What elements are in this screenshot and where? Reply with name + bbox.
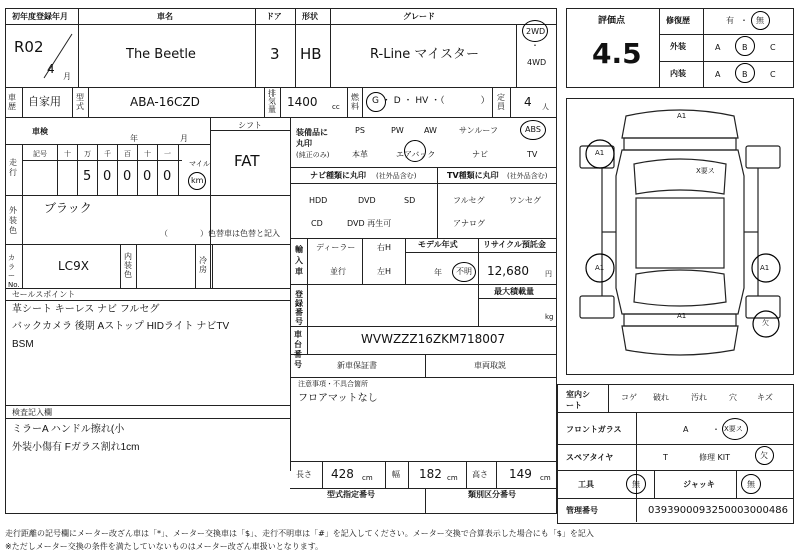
- int-grade-c: C: [770, 70, 776, 79]
- height-value: 149: [509, 467, 532, 481]
- equip-pw[interactable]: PW: [391, 126, 404, 135]
- repair-label: 修復歴: [666, 16, 690, 25]
- sales-label: セールスポイント: [12, 290, 76, 299]
- recycle-value: 12,680: [487, 264, 529, 278]
- repair-dot: ・: [740, 16, 748, 25]
- width-label: 幅: [392, 470, 400, 479]
- mileage-digit-2: 5: [83, 169, 92, 184]
- car-diagram: [566, 98, 794, 375]
- tv-analog[interactable]: アナログ: [453, 219, 485, 228]
- grade-value: R-Line マイスター: [370, 47, 480, 62]
- diagram-note: X要ス: [696, 167, 715, 175]
- tv-oneseg[interactable]: ワンセグ: [509, 196, 541, 205]
- import-dealer[interactable]: ディーラー: [316, 243, 356, 252]
- first-reg-month-unit: 月: [63, 72, 71, 81]
- width-value: 182: [419, 467, 442, 481]
- grade-label: グレード: [403, 12, 435, 21]
- diagram-mark-rear: A1: [677, 312, 687, 320]
- km-label: km: [191, 176, 204, 185]
- ext-grade-b: B: [742, 43, 748, 52]
- sales-line-3: BSM: [12, 339, 34, 350]
- capacity-unit: 人: [542, 103, 549, 111]
- shape-label: 形状: [302, 12, 318, 21]
- equipment-label: 装備品に丸印: [296, 128, 328, 148]
- max-load-label: 最大積載量: [494, 287, 534, 296]
- diagram-mark-ketsu: 欠: [762, 319, 769, 327]
- import-label: 輸入車: [295, 245, 303, 276]
- int-grade-b: B: [742, 70, 748, 79]
- repair-no: 無: [756, 16, 764, 25]
- doors-value: 3: [270, 45, 280, 63]
- navi-cd[interactable]: CD: [311, 219, 323, 228]
- first-reg-month: 4: [47, 62, 55, 76]
- drive-dot: ・: [531, 41, 539, 50]
- diagram-mark-front: A1: [677, 112, 687, 120]
- inspection-label: 車検: [32, 127, 48, 136]
- digit-unit-2: 万: [84, 150, 91, 158]
- shape-value: HB: [300, 45, 322, 63]
- digit-unit-4: 百: [124, 150, 131, 158]
- fuel-label: 燃料: [351, 93, 359, 111]
- notes-value: フロアマットなし: [298, 393, 378, 404]
- inspector-line-2: 外装小傷有 Fガラス割れ1cm: [12, 442, 140, 453]
- jack-label: ジャッキ: [683, 480, 715, 489]
- footer-line-2: ※ただしメーター交換の条件を満たしていないものはメーター改ざん車扱いとなります。: [5, 542, 324, 551]
- inspection-month: 月: [180, 134, 188, 143]
- ext-grade-c: C: [770, 43, 776, 52]
- doors-label: ドア: [266, 12, 282, 21]
- diagram-mark-rl: A1: [595, 264, 605, 272]
- drive-2wd: 2WD: [526, 27, 546, 36]
- drive-4wd: 4WD: [527, 58, 547, 67]
- color-no-label: カラーNo.: [8, 254, 20, 289]
- equip-ps[interactable]: PS: [355, 126, 365, 135]
- displacement-unit: cc: [332, 103, 340, 111]
- equip-tv[interactable]: TV: [527, 150, 538, 159]
- int-grade-a: A: [715, 70, 721, 79]
- equip-abs[interactable]: ABS: [525, 125, 541, 134]
- height-label: 高さ: [472, 470, 488, 479]
- equip-navi[interactable]: ナビ: [472, 150, 488, 159]
- sales-line-2: バックカメラ 後期 Aストップ HIDライト ナビTV: [12, 321, 230, 332]
- jack-value: 無: [747, 480, 755, 489]
- spare-label: スペアタイヤ: [566, 453, 614, 462]
- new-car-warranty[interactable]: 新車保証書: [337, 361, 377, 370]
- model-label: 型式: [76, 93, 84, 111]
- model-value: ABA-16CZD: [130, 95, 200, 109]
- mileage-digit-6: 0: [163, 169, 172, 184]
- length-label: 長さ: [296, 470, 312, 479]
- int-color-label: 内装色: [124, 252, 132, 279]
- navi-dvd[interactable]: DVD: [358, 196, 376, 205]
- shift-value: FAT: [234, 152, 260, 170]
- first-reg-era: R02: [14, 38, 44, 56]
- digit-unit-6: 一: [164, 150, 171, 158]
- use-label: 車歴: [8, 93, 16, 111]
- mileage-label: 走行: [9, 158, 17, 177]
- height-unit: cm: [540, 474, 551, 482]
- navi-type-sub: (社外品含む): [376, 172, 417, 180]
- vehicle-manual[interactable]: 車両取説: [474, 361, 506, 370]
- model-year-label: モデル年式: [418, 240, 458, 249]
- capacity-value: 4: [524, 95, 532, 109]
- tv-fullseg[interactable]: フルセグ: [453, 196, 485, 205]
- class-no-label: 類別区分番号: [468, 490, 516, 499]
- ext-color-label: 外装色: [9, 206, 17, 235]
- equip-sunroof[interactable]: サンルーフ: [459, 126, 498, 135]
- fuel-options: G ・ D ・ HV ・（ ）: [372, 96, 490, 106]
- diagram-mark-fl: A1: [595, 149, 605, 157]
- repair-yes: 有: [726, 16, 734, 25]
- windshield-label: フロントガラス: [566, 425, 622, 434]
- car-name: The Beetle: [126, 47, 196, 62]
- recycle-label: リサイクル預託金: [483, 240, 546, 249]
- sheet-burn[interactable]: コゲ: [621, 393, 637, 402]
- exterior-label: 外装: [670, 42, 686, 51]
- navi-dvd-play[interactable]: DVD 再生可: [347, 219, 392, 228]
- import-parallel[interactable]: 並行: [330, 267, 346, 276]
- tv-type-label: TV種類に丸印: [447, 171, 499, 180]
- vin-label: 車台番号: [294, 330, 302, 369]
- tools-value: 無: [632, 480, 640, 489]
- mgmt-label: 管理番号: [566, 506, 598, 515]
- length-value: 428: [331, 467, 354, 481]
- sheet-tear[interactable]: 破れ: [653, 393, 669, 402]
- tools-label: 工具: [578, 480, 594, 489]
- navi-sd[interactable]: SD: [404, 196, 416, 205]
- footer-line-1: 走行距離の記号欄にメーター改ざん車は「*」、メーター交換車は「$」、走行不明車は「#」を記入してください。メーター交換で合算表示した場合にも「$」を記入: [5, 529, 594, 538]
- ext-grade-a: A: [715, 43, 721, 52]
- inspection-year: 年: [130, 134, 138, 143]
- interior-label: 内装: [670, 69, 686, 78]
- inspector-label: 検査記入欄: [12, 408, 52, 417]
- equip-airbag[interactable]: エアバック: [396, 150, 436, 159]
- color-no-value: LC9X: [58, 259, 89, 273]
- width-unit: cm: [447, 474, 458, 482]
- vin-value: WVWZZZ16ZKM718007: [361, 332, 506, 346]
- diagram-mark-rr: A1: [760, 264, 770, 272]
- equip-aw[interactable]: AW: [424, 126, 437, 135]
- sales-line-1: 革シート キーレス ナビ フルセグ: [12, 304, 160, 315]
- inspector-line-1: ミラーA ハンドル擦れ(小: [12, 424, 125, 435]
- car-name-label: 車名: [157, 12, 173, 21]
- displacement-label: 排気量: [268, 89, 276, 114]
- sheet-hole[interactable]: 穴: [729, 393, 737, 402]
- digit-unit-5: 十: [144, 150, 151, 158]
- spare-missing: 欠: [760, 451, 768, 460]
- windshield-dot: ・: [712, 425, 720, 434]
- spare-kit: 修理 KIT: [699, 453, 731, 462]
- displacement-value: 1400: [287, 95, 318, 109]
- type-no-label: 型式指定番号: [327, 490, 375, 499]
- shift-label: シフト: [238, 121, 262, 130]
- digit-unit-1: 十: [64, 150, 71, 158]
- sheet-stain[interactable]: 汚れ: [691, 393, 707, 402]
- mgmt-value: 0393900093250003000486: [648, 505, 788, 516]
- mileage-digit-5: 0: [143, 169, 152, 184]
- windshield-a: A: [683, 425, 689, 434]
- sheet-scratch[interactable]: キズ: [757, 393, 773, 402]
- navi-hdd[interactable]: HDD: [309, 196, 328, 205]
- import-lh[interactable]: 左H: [377, 267, 392, 276]
- spare-t: T: [663, 453, 668, 462]
- model-year-unknown: 不明: [456, 267, 472, 276]
- score-value: 4.5: [592, 37, 642, 70]
- model-year-unit: 年: [434, 268, 442, 277]
- windshield-x: X要ス: [724, 425, 743, 433]
- length-unit: cm: [362, 474, 373, 482]
- color-change-note: （ ）色替車は色替と記入: [160, 229, 280, 238]
- ext-color-value: ブラック: [44, 201, 92, 215]
- equipment-sub: (純正のみ): [296, 151, 330, 159]
- notes-label: 注意事項・不具合箇所: [298, 380, 368, 388]
- digit-unit-3: 千: [104, 150, 111, 158]
- interior-sheet-label: 室内シート: [566, 390, 590, 410]
- mileage-digit-4: 0: [123, 169, 132, 184]
- navi-type-label: ナビ種類に丸印: [310, 171, 366, 180]
- mileage-sub: 記号: [33, 150, 47, 158]
- import-rh[interactable]: 右H: [377, 243, 392, 252]
- recycle-unit: 円: [545, 270, 552, 278]
- reg-no-label: 登録番号: [295, 290, 303, 326]
- capacity-label: 定員: [497, 93, 505, 111]
- score-label: 評価点: [598, 16, 626, 26]
- tv-type-sub: (社外品含む): [507, 172, 548, 180]
- mileage-digit-3: 0: [103, 169, 112, 184]
- max-load-unit: kg: [545, 313, 554, 321]
- use-value: 自家用: [28, 95, 61, 108]
- ac-label: 冷房: [199, 256, 207, 274]
- first-reg-label: 初年度登録年月: [12, 12, 68, 21]
- equip-leather[interactable]: 本革: [352, 150, 368, 159]
- mile-label: マイル: [189, 160, 210, 168]
